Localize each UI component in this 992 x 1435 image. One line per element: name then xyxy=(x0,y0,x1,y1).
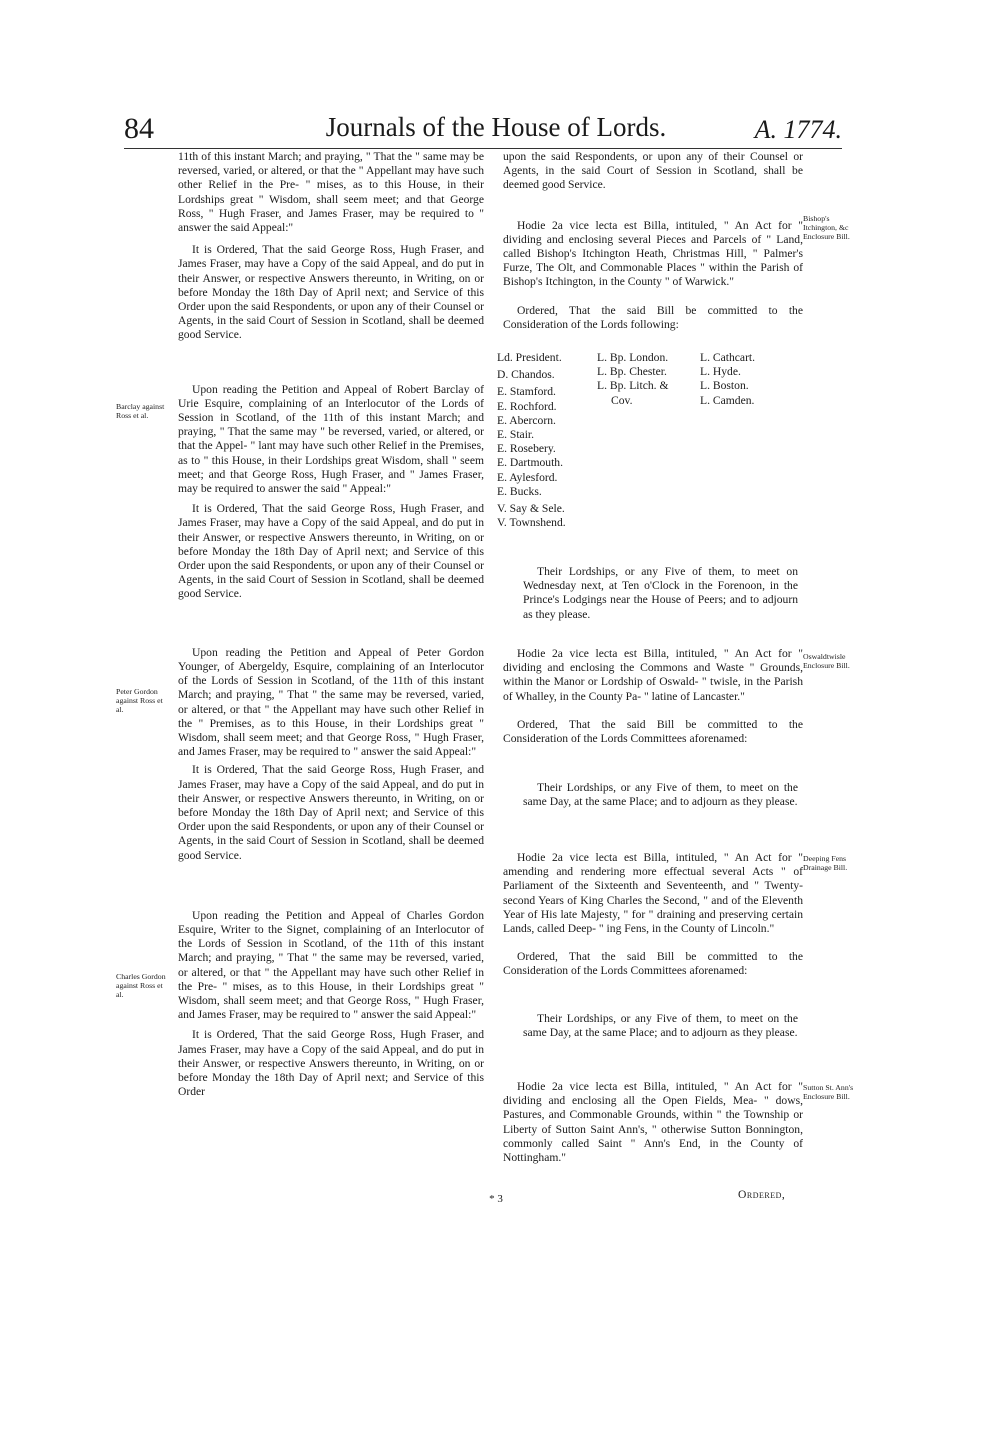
right-column-sutton xyxy=(503,1080,803,1165)
right-paragraph-9: Ordered, That the said Bill be committed to the Consideration of the Lords Committees aforenamed: xyxy=(503,950,803,978)
committee-column-1 xyxy=(497,351,566,530)
signature-mark: * 3 xyxy=(489,1193,503,1205)
margin-note-sutton: Sutton St. Ann's Enclosure Bill. xyxy=(803,1083,854,1101)
right-column-middle xyxy=(503,647,803,746)
lord-name: L. Hyde. xyxy=(700,365,741,379)
right-paragraph-1: upon the said Respondents, or upon any of their Counsel or Agents, in the said Court of Session in Scotland, shall be deemed good Service. xyxy=(503,150,803,192)
right-paragraph-3: Ordered, That the said Bill be committed to the Consideration of the Lords following: xyxy=(503,303,803,331)
left-paragraph-4: It is Ordered, That the said George Ross, Hugh Fraser, and James Fraser, may have a Copy of the said Appeal, and do put in their Answer, or respective Answers thereunto, in Writing, on or before Monday the 18th Day of April next; and Service of this Order upon the said Respondents, or upon any of their Counsel or Agents, in the said Court of Session in Scotland, shall be deemed good Service. xyxy=(178,502,484,601)
lord-name: L. Bp. Litch. & xyxy=(597,379,669,393)
margin-note-bishops-itchington: Bishop's Itchington, &c Enclosure Bill. xyxy=(803,214,850,241)
left-paragraph-7: Upon reading the Petition and Appeal of Charles Gordon Esquire, Writer to the Signet, complaining of an Interlocutor of the Lords of Session in Scotland, of the 11th of this instant March; and praying, " That " the same may be reversed, varied, or altered, or that " the Appellant may have such other Relief in the Pre- " mises, as to this House, in their Lordships great " Wisdom, shall seem meet; and that George Ross, " Hugh Fraser, and James Fraser, may be required to " answer the said Appeal:" xyxy=(178,908,484,1022)
left-paragraph-2: It is Ordered, That the said George Ross, Hugh Fraser, and James Fraser, may have a Copy of the said Appeal, and do put in their Answer, or respective Answers thereunto, in Writing, on or before Monday the 18th Day of April next; and Service of this Order upon the said Respondents, or upon any of their Counsel or Agents, in the said Court of Session in Scotland, shall be deemed good Service. xyxy=(178,243,484,342)
right-column-meeting-3 xyxy=(523,1012,798,1040)
right-column-deeping xyxy=(503,851,803,979)
right-paragraph-8: Hodie 2a vice lecta est Billa, intituled, " An Act for " amending and rendering more effectual several Acts " of Parliament of the Sixteenth and Seventeenth, and " Twenty-second Years of King Charles the Second, " and of the Eleventh Year of His late Majesty, " for " draining and preserving certain Lands, called Deep- " ing Fens, in the County of Lincoln." xyxy=(503,851,803,936)
lord-name: E. Abercorn. xyxy=(497,413,556,427)
running-year: A. 1774. xyxy=(754,115,842,144)
lord-name: E. Dartmouth. xyxy=(497,456,564,470)
right-column-meeting-1 xyxy=(523,565,798,622)
right-paragraph-5: Hodie 2a vice lecta est Billa, intituled, " An Act for " dividing and enclosing the Commons and Waste " Grounds, within the Manor or Lordship of Oswald- " twisle, in the Parish of Whalley, in the County Pa- " latine of Lancaster." xyxy=(503,647,803,703)
right-column-top xyxy=(503,150,803,332)
lord-name: E. Stair. xyxy=(497,428,535,442)
committee-column-2 xyxy=(597,351,669,408)
lord-name: E. Aylesford. xyxy=(497,470,558,484)
lord-name: L. Camden. xyxy=(700,393,755,407)
right-paragraph-10: Their Lordships, or any Five of them, to meet on the same Day, at the same Place; and to adjourn as they please. xyxy=(523,1012,798,1040)
right-paragraph-7: Their Lordships, or any Five of them, to meet on the same Day, at the same Place; and to adjourn as they please. xyxy=(523,781,798,809)
page-number: 84 xyxy=(124,112,154,145)
margin-note-charles-gordon: Charles Gordon against Ross et al. xyxy=(116,972,166,999)
right-paragraph-2: Hodie 2a vice lecta est Billa, intituled, " An Act for " dividing and enclosing several Pieces and Parcels of " Land, called Bishop's Itchington Heath, Christmas Hill, " Palmer's Furze, The Olt, and Commonable Places " within the Parish of Bishop's Itchington, in the County " of Warwick." xyxy=(503,218,803,289)
header-rule xyxy=(124,148,842,149)
lord-name: L. Boston. xyxy=(700,379,749,393)
left-column xyxy=(178,150,484,1099)
lord-name: L. Bp. London. xyxy=(597,351,669,364)
right-paragraph-6: Ordered, That the said Bill be committed to the Consideration of the Lords Committees aforenamed: xyxy=(503,717,803,746)
margin-note-deeping-fens: Deeping Fens Drainage Bill. xyxy=(803,854,848,872)
left-paragraph-5: Upon reading the Petition and Appeal of Peter Gordon Younger, of Abergeldy, Esquire, complaining of an Interlocutor of the Lords of Session in Scotland, of the 11th of this instant March; and praying, " That " the same may be reversed, varied, or altered, or that " the Appellant may have such other Relief in the " Premises, as to this House, in their Lordships great " Wisdom, shall seem meet; and that George Ross, " Hugh Fraser, and James Fraser, may be required to " answer the said Appeal:" xyxy=(178,645,484,759)
left-paragraph-1: 11th of this instant March; and praying, " That the " same may be reversed, varied, or altered, or that the " Appellant may have such other Relief in the Pre- " mises, as to this House, in their Lordships great " Wisdom, shall seem meet; and that George Ross, " Hugh Fraser, and James Fraser, may be required to " answer the said Appeal:" xyxy=(178,150,484,235)
margin-note-peter-gordon: Peter Gordon against Ross et al. xyxy=(116,687,163,714)
left-paragraph-8: It is Ordered, That the said George Ross, Hugh Fraser, and James Fraser, may have a Copy of the said Appeal, and do put in their Answer, or respective Answers thereunto, in Writing, on or before Monday the 18th Day of April next; and Service of this Order xyxy=(178,1028,484,1099)
lord-name: E. Bucks. xyxy=(497,484,542,498)
margin-note-oswaldtwisle: Oswaldtwisle Enclosure Bill. xyxy=(803,652,850,670)
right-paragraph-11: Hodie 2a vice lecta est Billa, intituled, " An Act for " dividing and enclosing all the Open Fields, Mea- " dows, Pastures, and Commonable Grounds, within " the Township or Liberty of Sutton Saint Ann's, " otherwise Sutton Bonnington, commonly called Saint " Ann's End, in the County of Nottingham." xyxy=(503,1080,803,1165)
right-paragraph-4: Their Lordships, or any Five of them, to meet on Wednesday next, at Ten o'Clock in the Forenoon, in the Prince's Lodgings near the House of Peers; and to adjourn as they please. xyxy=(523,565,798,621)
running-title: Journals of the House of Lords. xyxy=(325,112,667,142)
lord-name: V. Townshend. xyxy=(497,516,566,530)
lord-name: E. Stamford. xyxy=(497,385,556,399)
catchword: Ordered, xyxy=(738,1188,786,1201)
lord-name: L. Bp. Chester. xyxy=(597,365,667,379)
lord-name: V. Say & Sele. xyxy=(497,502,565,516)
lord-name: Cov. xyxy=(611,393,633,407)
lord-name: E. Rochford. xyxy=(497,399,557,413)
lord-name: E. Rosebery. xyxy=(497,442,556,456)
margin-note-barclay: Barclay against Ross et al. xyxy=(116,402,165,420)
right-column-meeting-2 xyxy=(523,781,798,809)
left-paragraph-6: It is Ordered, That the said George Ross, Hugh Fraser, and James Fraser, may have a Copy of the said Appeal, and do put in their Answer, or respective Answers thereunto, in Writing, on or before Monday the 18th Day of April next; and Service of this Order upon the said Respondents, or upon any of their Counsel or Agents, in the said Court of Session in Scotland, shall be deemed good Service. xyxy=(178,763,484,862)
lord-name: L. Cathcart. xyxy=(700,351,756,364)
lord-name: D. Chandos. xyxy=(497,368,555,382)
left-paragraph-3: Upon reading the Petition and Appeal of Robert Barclay of Urie Esquire, complaining of an Interlocutor of the Lords of Session in Scotland, of the 11th of this instant March; and praying, " That the same may " be reversed, varied, or altered, or that the Appel- " lant may have such other Relief in the Premises, as to " this House, in their Lordships great Wisdom, shall " seem meet; and that George Ross, Hugh Fraser, and " James Fraser, may be required to answer the said " Appeal:" xyxy=(178,382,484,496)
lord-name: Ld. President. xyxy=(497,351,562,364)
committee-column-3 xyxy=(700,351,755,408)
